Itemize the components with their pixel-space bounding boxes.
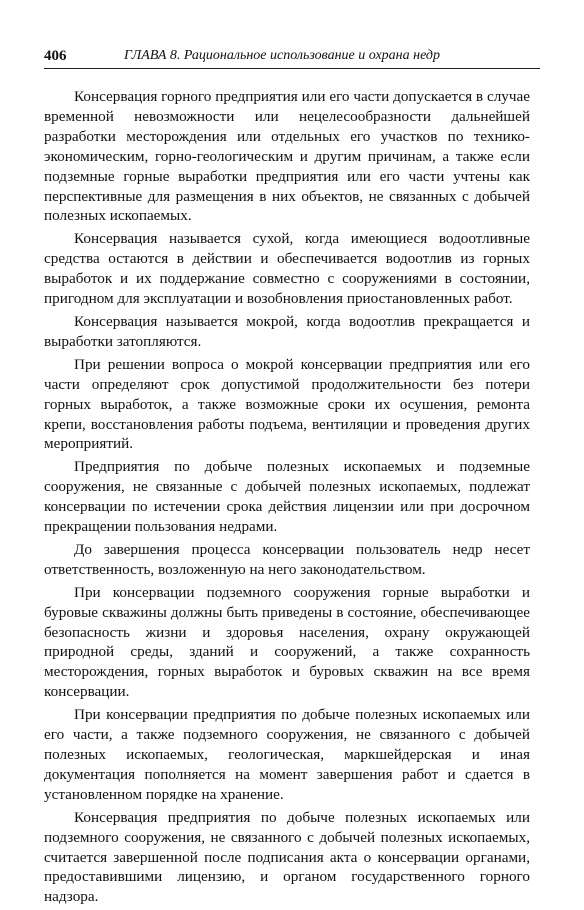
paragraph: Предприятия по добыче полезных ископаемых и подземные сооружения, не связанные с добычей полезных ископаемых, подлежат консервации по истечении срока действия лицензии или при досрочном прекращении пользования недрами. [44, 458, 530, 536]
paragraph: Консервация называется сухой, когда имеющиеся водоотливные средства остаются в действии и обеспечивается водоотлив из горных выработок и их поддержание совместно с сооружениями в состоянии, пригодном для эксплуатации и возобновления приостановленных работ. [44, 230, 530, 308]
paragraph: До завершения процесса консервации пользователь недр несет ответственность, возложенную на него законодательством. [44, 540, 530, 578]
paragraph: При консервации предприятия по добыче полезных ископаемых или его части, а также подземного сооружения, не связанного с добычей полезных ископаемых, геологическая, маркшейдерская и иная документация пополняется на момент завершения работ и сдается в установленном порядке на хранение. [44, 706, 530, 803]
paragraph: Консервация горного предприятия или его части допускается в случае временной невозможности или нецелесообразности дальнейшей разработки месторождения или отдельных его участков по технико-экономическим, горно-геологическим и другим причинам, а также если подземные горные выработки предприятия или его части учтены как перспективные для размещения в них объектов, не связанных с добычей полезных ископаемых. [44, 88, 530, 225]
paragraph: При решении вопроса о мокрой консервации предприятия или его части определяют срок допустимой продолжительности без потери горных выработок, а также возможные сроки их осушения, ремонта крепи, восстановления работы подъема, вентиляции и проведения других мероприятий. [44, 355, 530, 453]
running-head [44, 46, 540, 68]
page-number: 406 [44, 48, 67, 64]
chapter-title: ГЛАВА 8. Рациональное использование и охрана недр [124, 48, 441, 63]
paragraph: Консервация предприятия по добыче полезных ископаемых или подземного сооружения, не связанного с добычей полезных ископаемых, считается завершенной после подписания акта о консервации органами, предоставившими лицензию, и органом государственного горного надзора. [44, 808, 530, 906]
header-rule [44, 68, 540, 69]
paragraph: При консервации подземного сооружения горные выработки и буровые скважины должны быть приведены в состояние, обеспечивающее безопасность жизни и здоровья населения, охрану окружающей природной среды, зданий и сооружений, а также сохранность месторождения, горных выработок и буровых скважин на все время консервации. [44, 583, 530, 701]
body-text [44, 87, 530, 910]
paragraph: Консервация называется мокрой, когда водоотлив прекращается и выработки затопляются. [44, 312, 530, 350]
